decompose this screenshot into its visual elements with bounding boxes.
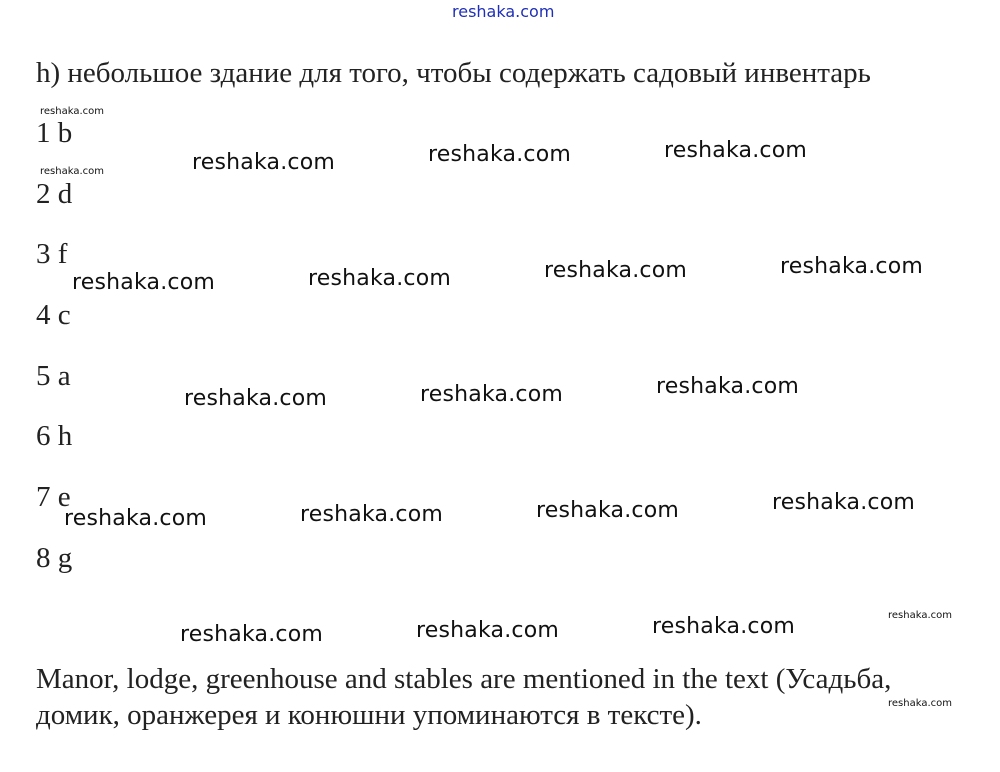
watermark: reshaka.com: [652, 614, 795, 639]
answer-item: 2 d: [36, 178, 73, 210]
answer-item: 1 b: [36, 117, 73, 149]
watermark: reshaka.com: [536, 498, 679, 523]
watermark: reshaka.com: [664, 138, 807, 163]
watermark: reshaka.com: [544, 258, 687, 283]
answer-item: 4 c: [36, 299, 71, 331]
header-watermark-link[interactable]: reshaka.com: [452, 2, 555, 21]
answer-item: 3 f: [36, 238, 68, 270]
watermark: reshaka.com: [72, 270, 215, 295]
question-h-text: h) небольшое здание для того, чтобы содержать садовый инвентарь: [36, 57, 871, 89]
watermark: reshaka.com: [64, 506, 207, 531]
watermark: reshaka.com: [300, 502, 443, 527]
watermark: reshaka.com: [192, 150, 335, 175]
watermark: reshaka.com: [420, 382, 563, 407]
watermark: reshaka.com: [308, 266, 451, 291]
answer-item: 8 g: [36, 542, 73, 574]
answer-item: 6 h: [36, 420, 73, 452]
watermark: reshaka.com: [428, 142, 571, 167]
watermark-small: reshaka.com: [888, 610, 952, 621]
watermark: reshaka.com: [180, 622, 323, 647]
answer-item: 7 e: [36, 481, 71, 513]
conclusion-line-2: домик, оранжерея и конюшни упоминаются в тексте).: [36, 699, 702, 731]
watermark-small: reshaka.com: [40, 166, 104, 177]
watermark: reshaka.com: [416, 618, 559, 643]
watermark-small: reshaka.com: [40, 106, 104, 117]
answer-item: 5 a: [36, 360, 71, 392]
watermark: reshaka.com: [780, 254, 923, 279]
watermark: reshaka.com: [656, 374, 799, 399]
watermark: reshaka.com: [772, 490, 915, 515]
watermark: reshaka.com: [184, 386, 327, 411]
watermark-small: reshaka.com: [888, 698, 952, 709]
conclusion-line-1: Manor, lodge, greenhouse and stables are mentioned in the text (Усадьба,: [36, 663, 892, 695]
